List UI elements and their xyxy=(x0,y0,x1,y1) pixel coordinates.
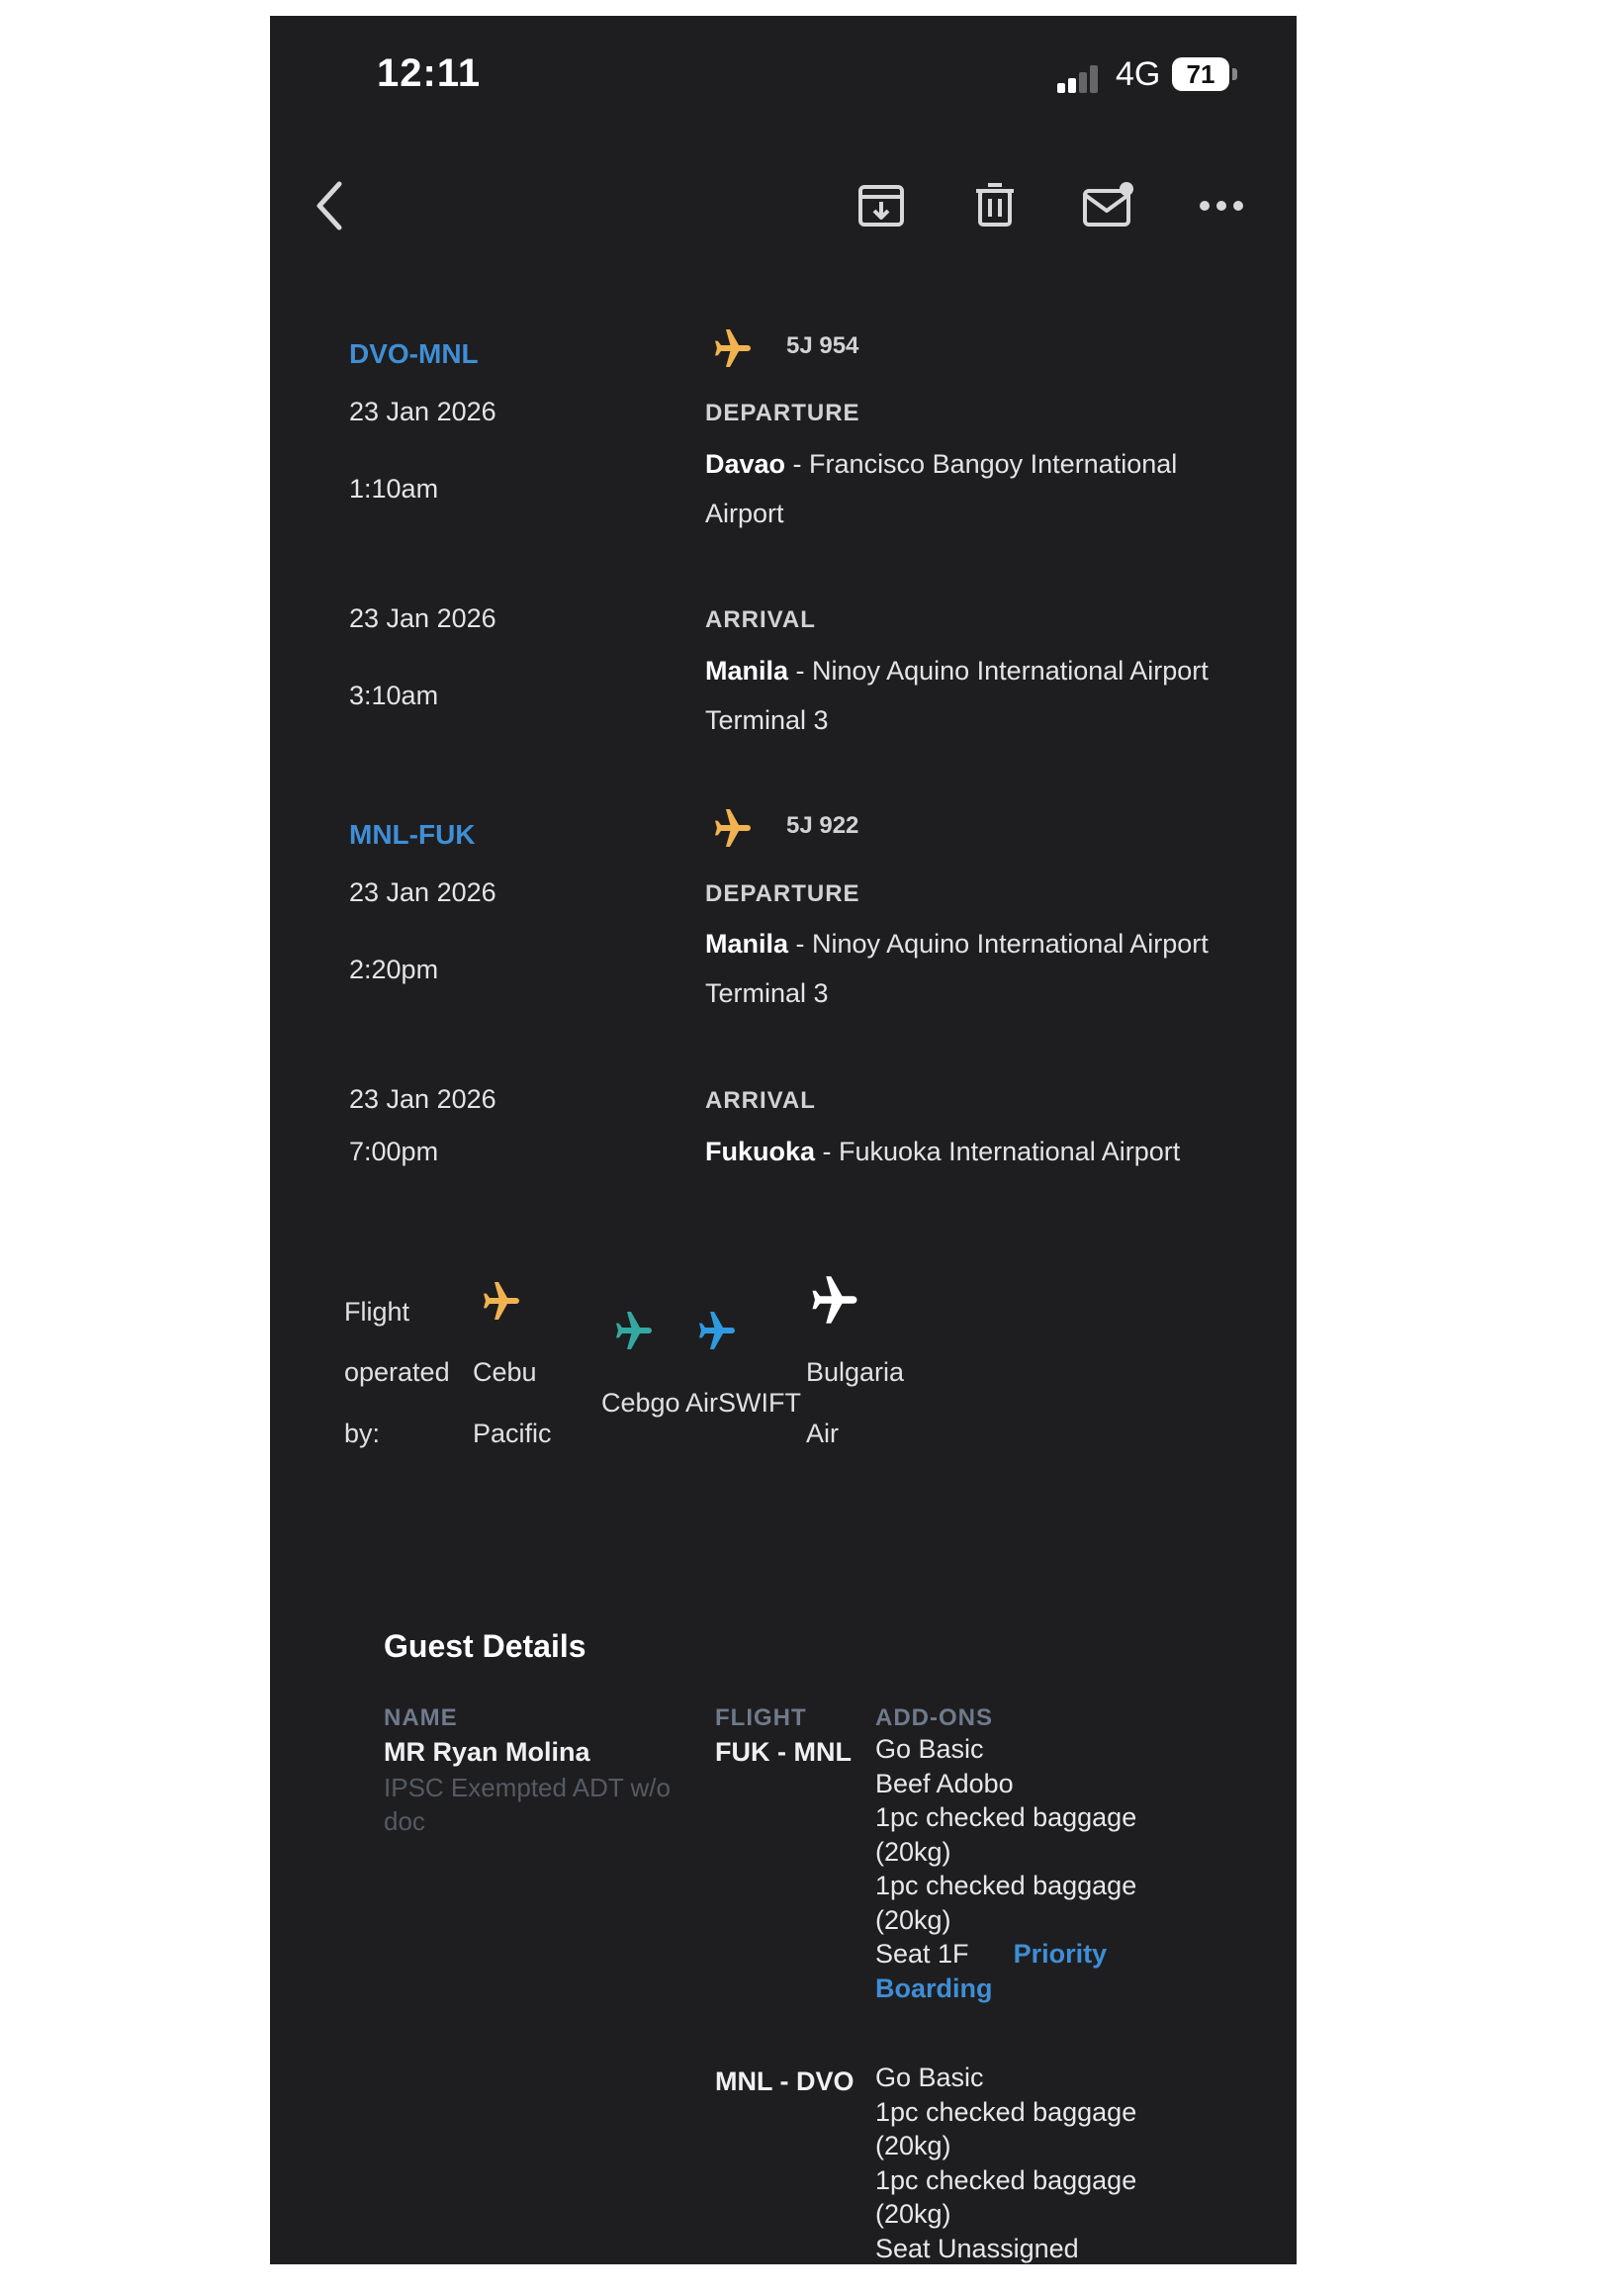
departure-airport: Davao - Francisco Bangoy International Airport xyxy=(705,449,1178,528)
addon-item: (20kg) xyxy=(875,2199,951,2229)
operated-label-line: operated xyxy=(344,1357,450,1387)
addons-column-header: ADD-ONS xyxy=(875,1704,993,1731)
battery-tip xyxy=(1232,68,1237,80)
arrival-date: 23 Jan 2026 xyxy=(349,603,496,633)
carrier-name: AirSWIFT xyxy=(685,1388,801,1418)
plane-icon xyxy=(705,324,753,372)
network-type: 4G xyxy=(1116,55,1161,93)
carrier-name: Air xyxy=(806,1419,839,1448)
carrier-name: Pacific xyxy=(473,1419,552,1448)
addon-item: 1pc checked baggage xyxy=(875,2096,1137,2127)
bulgaria-air-plane-icon xyxy=(800,1270,859,1330)
operated-label-line: by: xyxy=(344,1419,381,1448)
arrival-time: 3:10am xyxy=(349,681,439,710)
route-label: MNL-FUK xyxy=(349,819,476,850)
addon-item: (20kg) xyxy=(875,1904,951,1935)
name-column-header: NAME xyxy=(384,1704,458,1731)
departure-date: 23 Jan 2026 xyxy=(349,397,496,426)
departure-date: 23 Jan 2026 xyxy=(349,877,496,907)
segment-addons xyxy=(875,2061,1172,2264)
addon-item: Go Basic xyxy=(875,2063,984,2092)
carrier-name: Bulgaria xyxy=(806,1357,905,1387)
archive-icon[interactable] xyxy=(852,176,911,235)
addon-item: 1pc checked baggage xyxy=(875,1871,1137,1900)
arrival-airport: Fukuoka - Fukuoka International Airport xyxy=(705,1137,1181,1166)
arrival-label: ARRIVAL xyxy=(705,606,816,633)
arrival-date: 23 Jan 2026 xyxy=(349,1084,496,1114)
addon-item: Go Basic xyxy=(875,1734,984,1764)
addon-item: (20kg) xyxy=(875,2131,951,2160)
signal-icon xyxy=(1057,65,1109,93)
arrival-label: ARRIVAL xyxy=(705,1087,816,1114)
addon-item: (20kg) xyxy=(875,1836,951,1867)
segment-flight: MNL - DVO xyxy=(715,2066,854,2096)
priority-label: Boarding xyxy=(875,1973,993,2003)
arrival-time: 7:00pm xyxy=(349,1137,439,1166)
email-screen xyxy=(270,16,1297,2264)
status-bar xyxy=(270,16,1297,135)
cebu-pacific-plane-icon xyxy=(474,1277,521,1325)
flight-number: 5J 954 xyxy=(786,332,859,359)
addon-item: 1pc checked baggage xyxy=(875,1802,1137,1832)
priority-label: Priority xyxy=(1013,1939,1108,1969)
segment-addons xyxy=(875,1732,1172,2005)
airswift-plane-icon xyxy=(689,1307,737,1354)
mark-unread-icon[interactable] xyxy=(1079,176,1138,235)
departure-time: 1:10am xyxy=(349,474,439,504)
status-time: 12:11 xyxy=(377,51,482,95)
departure-time: 2:20pm xyxy=(349,955,439,984)
carrier-name: Cebu xyxy=(473,1357,537,1387)
departure-label: DEPARTURE xyxy=(705,880,860,907)
addon-item: Seat Unassigned xyxy=(875,2233,1079,2263)
trash-icon[interactable] xyxy=(965,176,1025,235)
segment-flight: FUK - MNL xyxy=(715,1737,852,1767)
guest-name: MR Ryan Molina xyxy=(384,1737,590,1767)
flight-column-header: FLIGHT xyxy=(715,1704,807,1731)
guest-details-title: Guest Details xyxy=(384,1628,586,1664)
seat-assignment: Seat 1F xyxy=(875,1939,969,1969)
more-icon[interactable] xyxy=(1192,176,1251,235)
operated-label-line: Flight xyxy=(344,1297,410,1327)
plane-icon xyxy=(705,804,753,852)
addon-item: Beef Adobo xyxy=(875,1768,1014,1798)
departure-airport: Manila - Ninoy Aquino International Airport Terminal 3 xyxy=(705,929,1209,1008)
mail-toolbar xyxy=(270,164,1297,263)
arrival-airport: Manila - Ninoy Aquino International Airport Terminal 3 xyxy=(705,656,1209,735)
guest-note: IPSC Exempted ADT w/o doc xyxy=(384,1773,671,1836)
flight-number: 5J 922 xyxy=(786,812,859,839)
back-icon[interactable] xyxy=(300,176,359,235)
addon-item: 1pc checked baggage xyxy=(875,2164,1137,2195)
carrier-name: Cebgo xyxy=(601,1388,680,1418)
seat-priority-line xyxy=(875,1937,1172,1972)
battery-icon: 71 xyxy=(1172,57,1229,91)
route-label: DVO-MNL xyxy=(349,338,479,369)
departure-label: DEPARTURE xyxy=(705,400,860,426)
cebgo-plane-icon xyxy=(606,1307,654,1354)
